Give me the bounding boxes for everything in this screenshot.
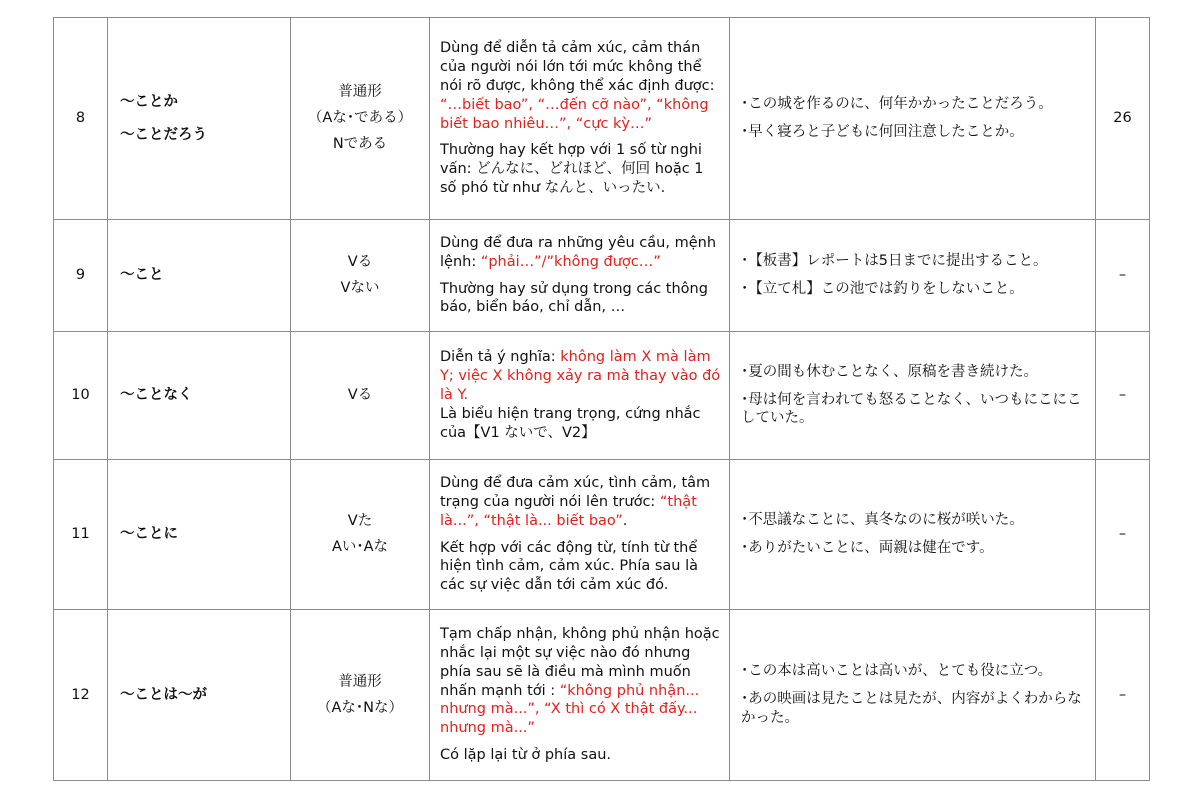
grammar-form: ～こと xyxy=(120,267,164,284)
example-sentence: ･母は何を言われても怒ることなく、いつもにこにこしていた。 xyxy=(741,391,1082,427)
reference-cell xyxy=(1096,332,1150,460)
grammar-form: ～ことだろう xyxy=(120,126,207,143)
connection-cell xyxy=(291,610,430,781)
row-number-cell xyxy=(54,18,108,220)
row-number-cell xyxy=(54,220,108,332)
example-sentence: ･この本は高いことは高いが、とても役に立つ。 xyxy=(741,663,1053,680)
example-cell xyxy=(730,220,1096,332)
connection-form: Nである xyxy=(332,135,388,152)
example-cell xyxy=(730,460,1096,610)
meaning-text: . xyxy=(622,512,628,529)
meaning-paragraph xyxy=(440,141,721,198)
row-number: 12 xyxy=(71,686,90,703)
row-number: 8 xyxy=(75,110,86,127)
grammar-form-cell xyxy=(108,610,291,781)
connection-form: Vる xyxy=(347,387,373,404)
example-sentence: ･あの映画は見たことは見たが、内容がよくわからなかった。 xyxy=(741,691,1082,726)
meaning-paragraph xyxy=(440,234,721,272)
reference-value: 26 xyxy=(1113,110,1132,127)
example-cell xyxy=(730,332,1096,460)
meaning-text: Kết hợp với các động từ, tính từ thể hiện tình cảm, cảm xúc. Phía sau là các sự việc dẫn tới cảm xúc đó. xyxy=(440,539,699,594)
meaning-paragraph xyxy=(440,539,721,596)
connection-form: （Aな･Nな） xyxy=(316,699,403,716)
grammar-form-cell xyxy=(108,220,291,332)
row-number: 10 xyxy=(71,387,90,404)
grammar-form: ～ことに xyxy=(120,526,178,543)
connection-cell xyxy=(291,332,430,460)
meaning-text: Diễn tả ý nghĩa: xyxy=(440,349,561,366)
reference-cell xyxy=(1096,18,1150,220)
reference-cell xyxy=(1096,220,1150,332)
grammar-form-cell xyxy=(108,18,291,220)
grammar-table xyxy=(53,17,1150,781)
example-sentence: ･【板書】レポートは5日までに提出すること。 xyxy=(741,253,1048,270)
reference-cell xyxy=(1096,460,1150,610)
row-number-cell xyxy=(54,332,108,460)
connection-form: （Aな･である） xyxy=(307,110,413,127)
table-row xyxy=(54,220,1150,332)
table-row xyxy=(54,610,1150,781)
meaning-cell xyxy=(430,18,730,220)
example-sentence: ･不思議なことに、真冬なのに桜が咲いた。 xyxy=(741,512,1024,529)
meaning-text: Dùng để đưa cảm xúc, tình cảm, tâm trạng của người nói lên trước: xyxy=(440,474,711,510)
row-number: 9 xyxy=(75,267,86,284)
example-sentence: ･夏の間も休むことなく、原稿を書き続けた。 xyxy=(741,363,1038,380)
reference-cell xyxy=(1096,610,1150,781)
meaning-text: Thường hay sử dụng trong các thông báo, biển báo, chỉ dẫn, … xyxy=(440,280,708,316)
reference-value: – xyxy=(1118,686,1127,703)
example-sentence: ･この城を作るのに、何年かかったことだろう。 xyxy=(741,96,1053,113)
meaning-cell xyxy=(430,460,730,610)
grammar-form-cell xyxy=(108,460,291,610)
table-row xyxy=(54,460,1150,610)
meaning-text: Có lặp lại từ ở phía sau. xyxy=(440,747,612,764)
grammar-form: ～ことか xyxy=(120,93,178,110)
reference-value: – xyxy=(1118,267,1127,284)
meaning-highlight: “…biết bao”, “…đến cỡ nào”, “không biết bao nhiêu…”, “cực kỳ…” xyxy=(440,96,709,132)
meaning-text: Dùng để đưa ra những yêu cầu, mệnh lệnh: xyxy=(440,234,717,270)
meaning-paragraph xyxy=(440,280,721,318)
table-row xyxy=(54,18,1150,220)
meaning-paragraph xyxy=(440,39,721,133)
row-number-cell xyxy=(54,460,108,610)
row-number-cell xyxy=(54,610,108,781)
table-row xyxy=(54,332,1150,460)
example-sentence: ･【立て札】この池では釣りをしないこと。 xyxy=(741,281,1024,297)
connection-form: Vない xyxy=(340,280,380,296)
meaning-paragraph xyxy=(440,474,721,531)
meaning-text: Là biểu hiện trang trọng, cứng nhắc của【V1 ないで、V2】 xyxy=(440,405,701,441)
connection-form: 普通形 xyxy=(338,673,382,690)
meaning-highlight: “không phủ nhận... nhưng mà...”, “X thì có X thật đấy... nhưng mà...” xyxy=(440,682,700,737)
grammar-form: ～ことは～が xyxy=(120,686,207,703)
connection-form: Aい･Aな xyxy=(331,539,389,555)
example-sentence: ･ありがたいことに、両親は健在です。 xyxy=(741,540,994,556)
connection-cell xyxy=(291,220,430,332)
meaning-text: Tạm chấp nhận, không phủ nhận hoặc nhắc lại một sự việc nào đó nhưng phía sau sẽ là điều mà mình muốn nhấn mạnh tới : xyxy=(440,626,720,699)
meaning-paragraph xyxy=(440,625,721,738)
example-cell xyxy=(730,610,1096,781)
grammar-form: ～ことなく xyxy=(120,387,193,404)
meaning-highlight: không làm X mà làm Y; việc X không xảy ra mà thay vào đó là Y. xyxy=(440,349,721,404)
row-number: 11 xyxy=(71,526,90,543)
connection-form: Vる xyxy=(347,254,373,271)
example-cell xyxy=(730,18,1096,220)
meaning-highlight: “thật là...”, “thật là... biết bao” xyxy=(440,493,697,529)
reference-value: – xyxy=(1118,387,1127,404)
grammar-table-body xyxy=(54,18,1150,781)
meaning-cell xyxy=(430,220,730,332)
meaning-cell xyxy=(430,332,730,460)
meaning-highlight: “phải…”/”không được…” xyxy=(480,253,661,270)
reference-value: – xyxy=(1118,526,1127,543)
meaning-paragraph xyxy=(440,348,721,442)
example-sentence: ･早く寝ろと子どもに何回注意したことか。 xyxy=(741,124,1024,140)
connection-form: Vた xyxy=(347,513,373,530)
meaning-paragraph xyxy=(440,746,721,765)
meaning-cell xyxy=(430,610,730,781)
meaning-text: Thường hay kết hợp với 1 số từ nghi vấn: どんなに、どれほど、何回 hoặc 1 số phó từ như なんと、いったい. xyxy=(440,142,704,197)
grammar-form-cell xyxy=(108,332,291,460)
connection-cell xyxy=(291,460,430,610)
meaning-text: Dùng để diễn tả cảm xúc, cảm thán của người nói lớn tới mức không thể nói rõ được, không thể xác định được: xyxy=(440,40,715,94)
connection-form: 普通形 xyxy=(338,84,382,101)
connection-cell xyxy=(291,18,430,220)
